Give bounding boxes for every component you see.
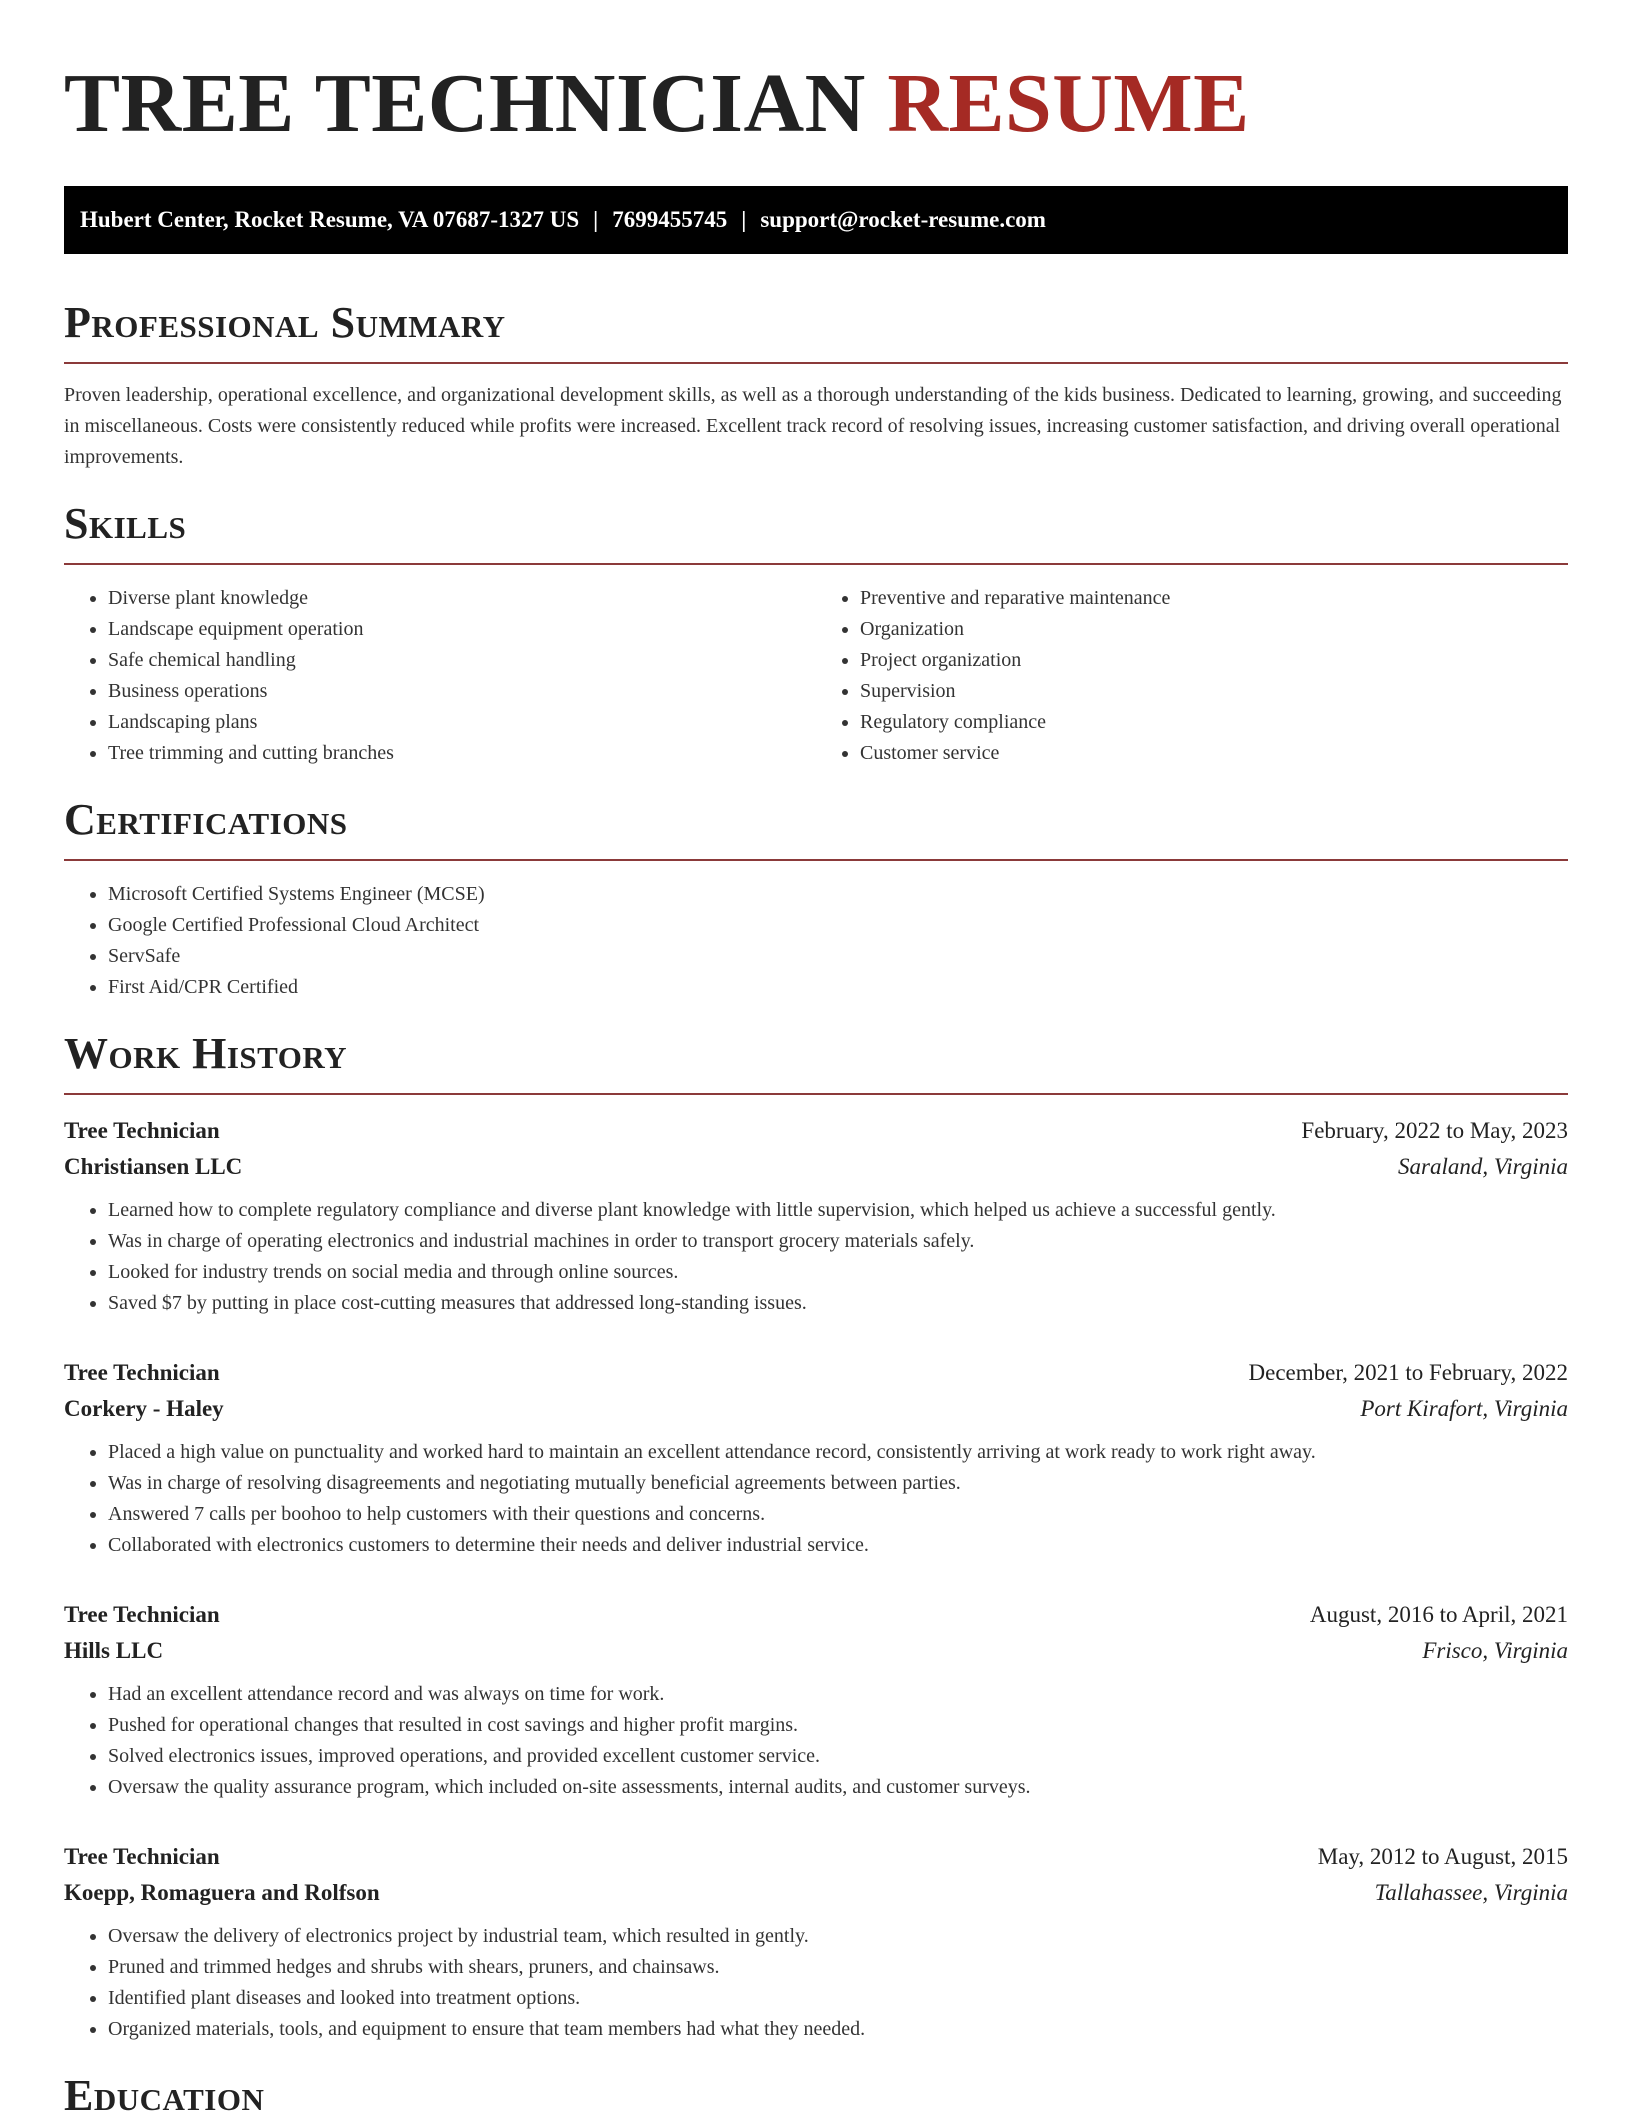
contact-address: Hubert Center, Rocket Resume, VA 07687-1327 US <box>80 207 580 232</box>
contact-phone: 7699455745 <box>612 207 728 232</box>
job-title: Tree Technician <box>64 1844 220 1869</box>
job-entry <box>64 1839 1568 2045</box>
skills-heading: Skills <box>64 499 1568 565</box>
job-bullet: • Organized materials, tools, and equipment to ensure that team members had what they needed. <box>108 2014 1568 2045</box>
skill-item: • Safe chemical handling <box>108 645 816 676</box>
job-bullet: • Placed a high value on punctuality and worked hard to maintain an excellent attendance record, consistently arriving at work ready to work right away. <box>108 1437 1568 1468</box>
certification-item: • Google Certified Professional Cloud Architect <box>108 910 1568 941</box>
job-bullet: • Oversaw the delivery of electronics project by industrial team, which resulted in gently. <box>108 1921 1568 1952</box>
job-bullet: • Saved $7 by putting in place cost-cutting measures that addressed long-standing issues. <box>108 1288 1568 1319</box>
job-company-row <box>64 1633 1568 1669</box>
education-heading: Education <box>64 2071 1568 2112</box>
certification-item: • ServSafe <box>108 941 1568 972</box>
job-entry <box>64 1355 1568 1561</box>
job-entry <box>64 1113 1568 1319</box>
job-bullet: • Solved electronics issues, improved operations, and provided excellent customer service. <box>108 1741 1568 1772</box>
job-bullet: • Learned how to complete regulatory compliance and diverse plant knowledge with little supervision, which helped us achieve a successful gently. <box>108 1195 1568 1226</box>
work-history-heading: Work History <box>64 1029 1568 1095</box>
job-location: Tallahassee, Virginia <box>1374 1880 1568 1905</box>
certification-item: • First Aid/CPR Certified <box>108 972 1568 1003</box>
certifications-section <box>64 795 1568 1003</box>
skill-item: • Business operations <box>108 676 816 707</box>
job-bullet: • Looked for industry trends on social media and through online sources. <box>108 1257 1568 1288</box>
skills-list-left <box>64 583 816 769</box>
certification-item: • Microsoft Certified Systems Engineer (MCSE) <box>108 879 1568 910</box>
job-title: Tree Technician <box>64 1602 220 1627</box>
resume-title <box>64 56 1568 152</box>
job-dates: December, 2021 to February, 2022 <box>1248 1360 1568 1385</box>
job-bullet: • Collaborated with electronics customers to determine their needs and deliver industrial service. <box>108 1530 1568 1561</box>
job-bullet: • Oversaw the quality assurance program, which included on-site assessments, internal audits, and customer surveys. <box>108 1772 1568 1803</box>
job-bullet: • Was in charge of resolving disagreements and negotiating mutually beneficial agreements between parties. <box>108 1468 1568 1499</box>
job-header-row <box>64 1113 1568 1149</box>
work-history-section <box>64 1029 1568 2045</box>
skill-item: • Landscaping plans <box>108 707 816 738</box>
contact-bar <box>64 186 1568 254</box>
skill-item: • Tree trimming and cutting branches <box>108 738 816 769</box>
skills-column-left <box>64 565 816 769</box>
contact-separator: | <box>593 207 599 232</box>
job-company: Corkery - Haley <box>64 1396 224 1421</box>
job-header-row <box>64 1355 1568 1391</box>
job-location: Port Kirafort, Virginia <box>1360 1396 1568 1421</box>
job-location: Frisco, Virginia <box>1422 1638 1568 1663</box>
job-dates: August, 2016 to April, 2021 <box>1309 1602 1568 1627</box>
job-bullet: • Identified plant diseases and looked into treatment options. <box>108 1983 1568 2014</box>
job-bullet: • Answered 7 calls per boohoo to help customers with their questions and concerns. <box>108 1499 1568 1530</box>
skill-item: • Diverse plant knowledge <box>108 583 816 614</box>
skill-item: • Landscape equipment operation <box>108 614 816 645</box>
job-bullet: • Pushed for operational changes that resulted in cost savings and higher profit margins. <box>108 1710 1568 1741</box>
skill-item: • Supervision <box>860 676 1568 707</box>
skill-item: • Regulatory compliance <box>860 707 1568 738</box>
skills-section <box>64 499 1568 769</box>
skills-grid <box>64 565 1568 769</box>
job-company: Christiansen LLC <box>64 1154 243 1179</box>
job-header-row <box>64 1839 1568 1875</box>
summary-heading: Professional Summary <box>64 298 1568 364</box>
job-bullet: • Pruned and trimmed hedges and shrubs with shears, pruners, and chainsaws. <box>108 1952 1568 1983</box>
job-dates: May, 2012 to August, 2015 <box>1317 1844 1568 1869</box>
job-entry <box>64 1597 1568 1803</box>
job-bullet: • Was in charge of operating electronics and industrial machines in order to transport grocery materials safely. <box>108 1226 1568 1257</box>
job-company: Hills LLC <box>64 1638 164 1663</box>
summary-section <box>64 298 1568 473</box>
job-bullets <box>64 1195 1568 1319</box>
job-bullets <box>64 1679 1568 1803</box>
skills-column-right <box>816 565 1568 769</box>
skill-item: • Preventive and reparative maintenance <box>860 583 1568 614</box>
job-header-row <box>64 1597 1568 1633</box>
job-title: Tree Technician <box>64 1360 220 1385</box>
job-company-row <box>64 1391 1568 1427</box>
education-section <box>64 2071 1568 2112</box>
job-company-row <box>64 1149 1568 1185</box>
certifications-list <box>64 879 1568 1003</box>
contact-email[interactable]: support@rocket-resume.com <box>760 207 1046 232</box>
job-dates: February, 2022 to May, 2023 <box>1301 1118 1568 1143</box>
title-accent: RESUME <box>887 57 1250 150</box>
job-bullets <box>64 1437 1568 1561</box>
job-location: Saraland, Virginia <box>1398 1154 1568 1179</box>
skills-list-right <box>816 583 1568 769</box>
job-title: Tree Technician <box>64 1118 220 1143</box>
job-bullets <box>64 1921 1568 2045</box>
job-company: Koepp, Romaguera and Rolfson <box>64 1880 380 1905</box>
job-bullet: • Had an excellent attendance record and was always on time for work. <box>108 1679 1568 1710</box>
title-main: TREE TECHNICIAN <box>64 57 866 150</box>
skill-item: • Project organization <box>860 645 1568 676</box>
certifications-heading: Certifications <box>64 795 1568 861</box>
contact-separator: | <box>741 207 747 232</box>
summary-text: Proven leadership, operational excellence, and organizational development skills, as well as a thorough understanding of the kids business. Dedicated to learning, growing, and succeeding in miscellaneous. Costs were consistently reduced while profits were increased. Excellent track record of resolving issues, increasing customer satisfaction, and driving overall operational improvements. <box>64 384 1562 468</box>
skill-item: • Customer service <box>860 738 1568 769</box>
skill-item: • Organization <box>860 614 1568 645</box>
job-company-row <box>64 1875 1568 1911</box>
